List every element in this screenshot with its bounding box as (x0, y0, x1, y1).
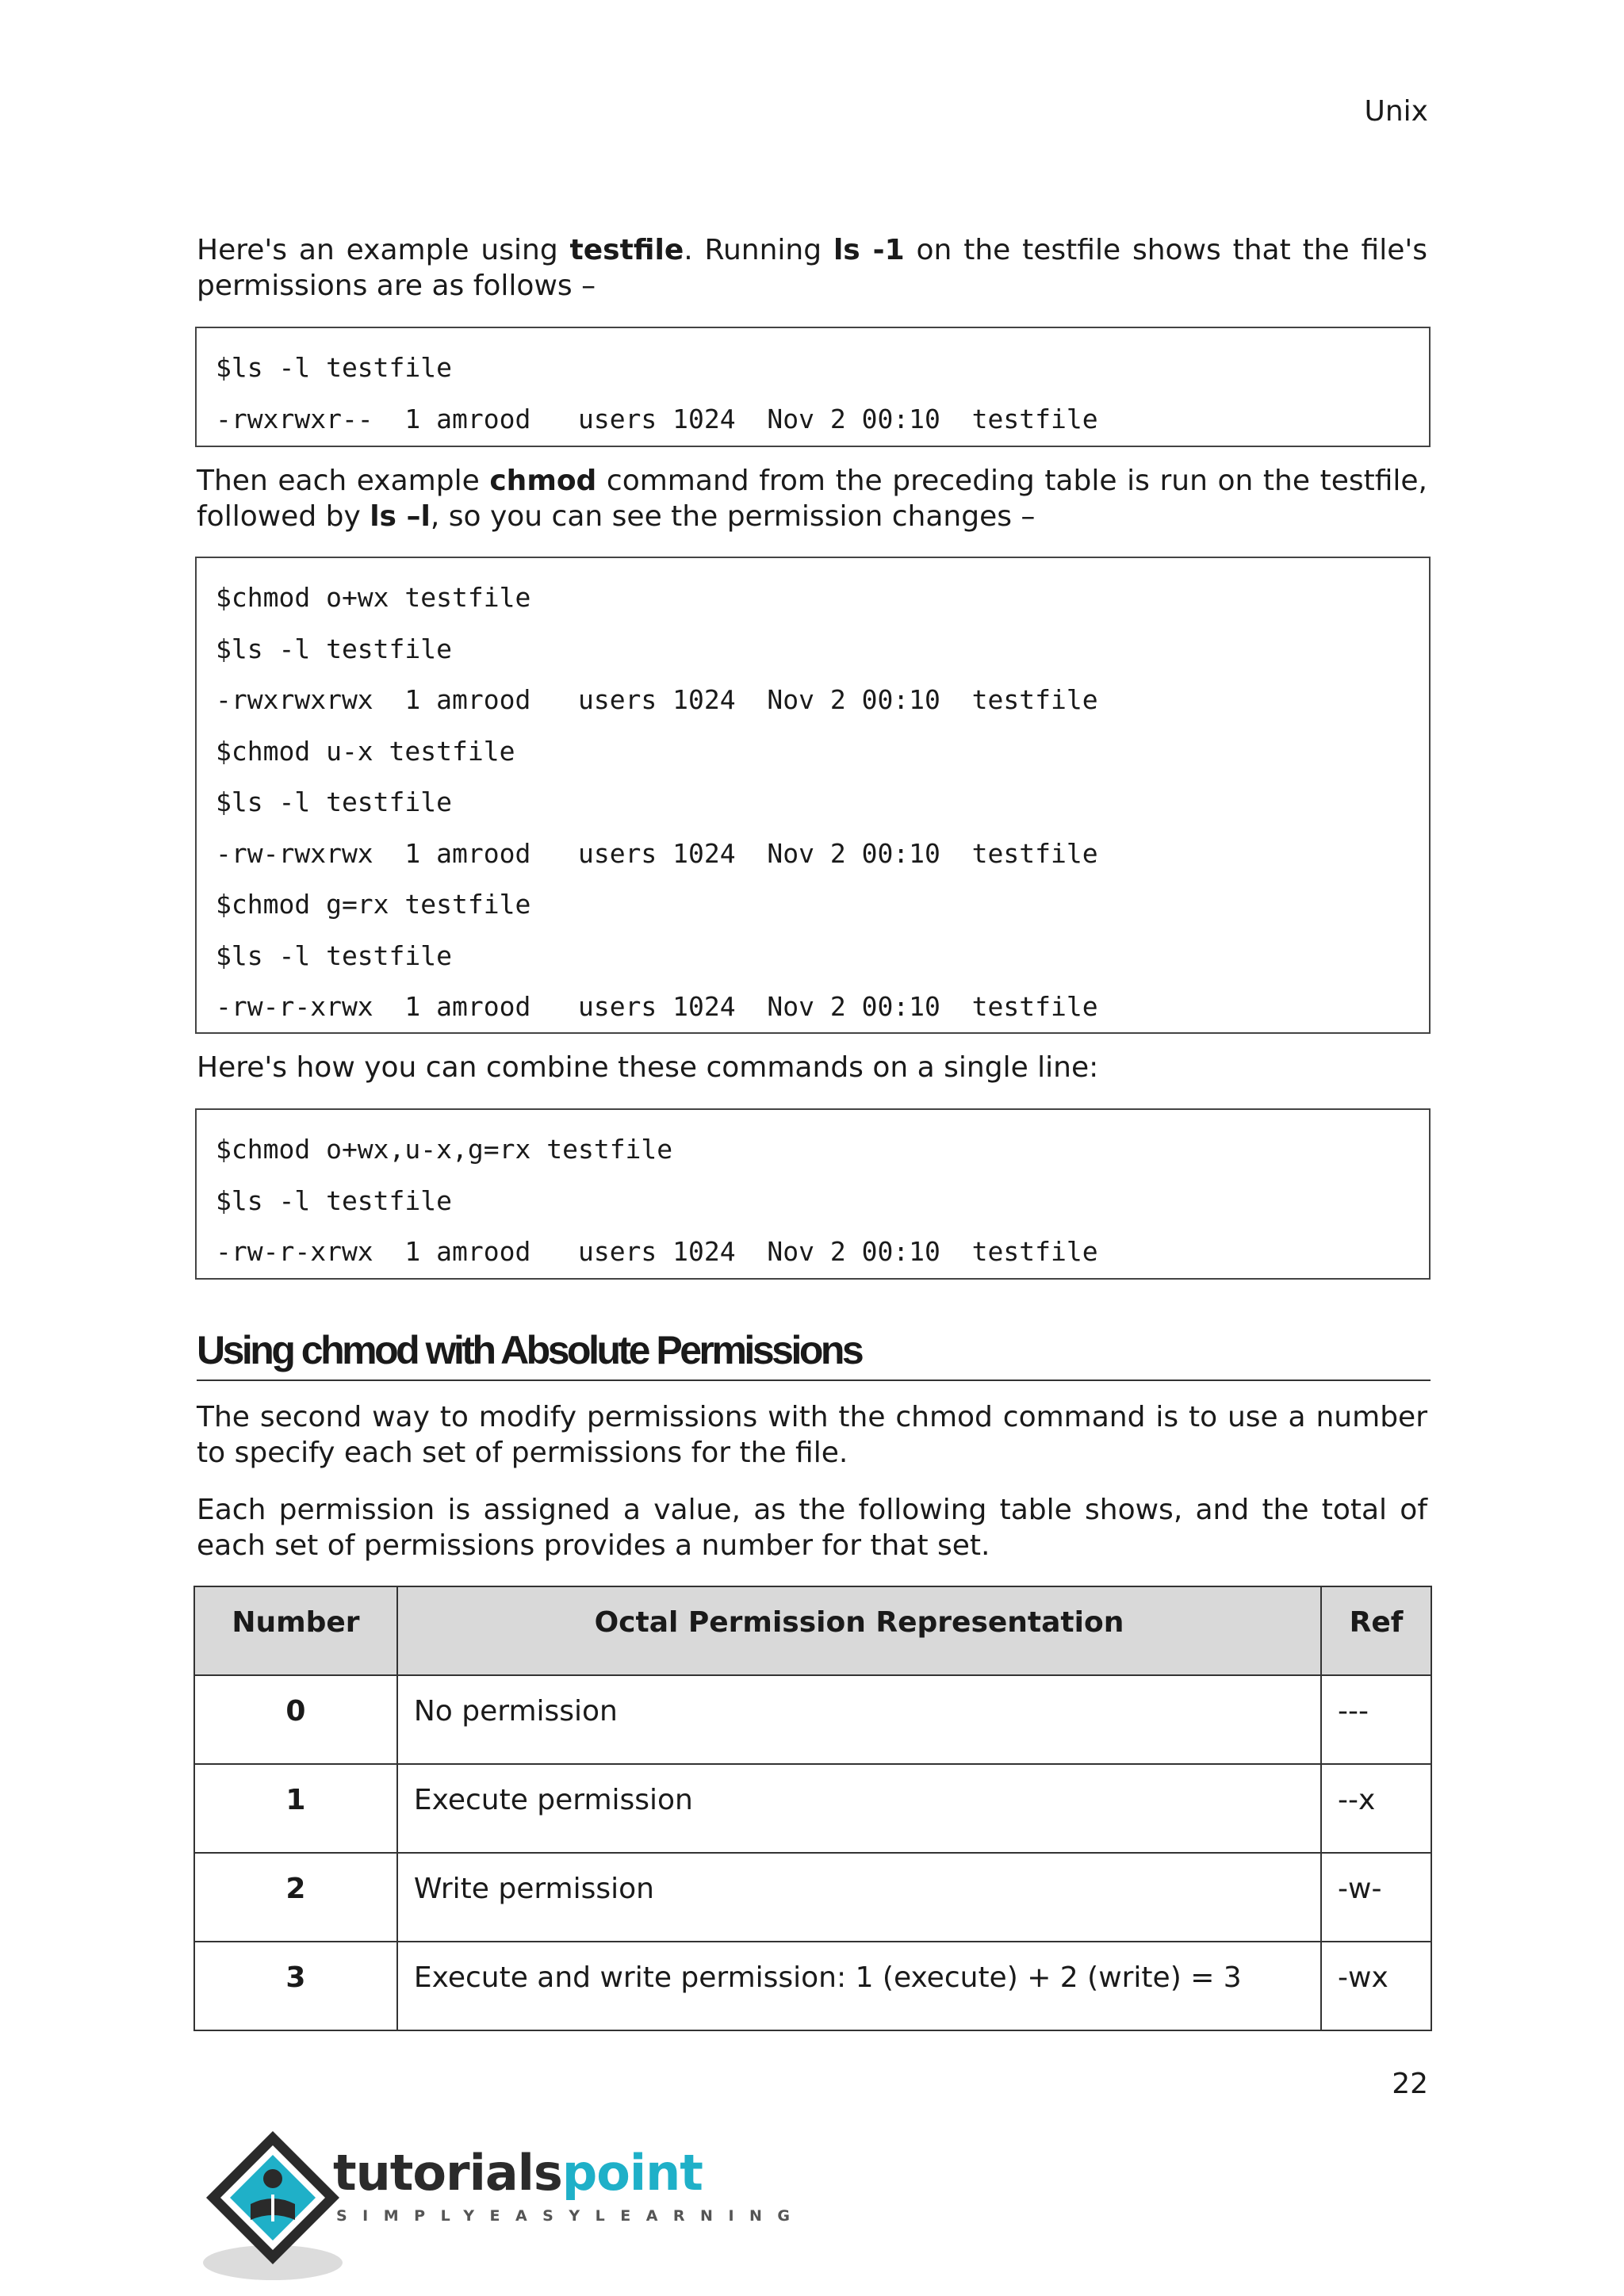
table-cell-ref: --x (1321, 1764, 1431, 1853)
table-cell-description: Execute permission (397, 1764, 1321, 1853)
logo-word-tutorials: tutorials (333, 2144, 562, 2202)
intro-text-1: Here's an example using (197, 234, 570, 266)
page-header-title: Unix (1364, 95, 1428, 128)
table-header-cell: Number (194, 1586, 397, 1675)
combine-paragraph: Here's how you can combine these commands on a single line: (197, 1051, 1099, 1084)
code-line: $ls -l testfile (216, 786, 453, 817)
table-cell-ref: --- (1321, 1675, 1431, 1764)
logo-wordmark (333, 2145, 703, 2201)
logo-emblem-icon (193, 2122, 352, 2296)
code-line: $chmod u-x testfile (216, 735, 515, 767)
then-text-2: command from the preceding table is run on the testfile, followed by (197, 465, 1427, 533)
code-line: -rwxrwxrwx 1 amrood users 1024 Nov 2 00:10 testfile (216, 684, 1098, 715)
tutorialspoint-logo (193, 2122, 806, 2296)
code-line: $ls -l testfile (216, 633, 453, 664)
table-cell-number: 0 (194, 1675, 397, 1764)
table-cell-number: 2 (194, 1853, 397, 1942)
code-block-combined (195, 1108, 1431, 1280)
code-line: $ls -l testfile (216, 939, 453, 971)
table-header-row (194, 1586, 1431, 1675)
table-cell-ref: -wx (1321, 1942, 1431, 2030)
page-number: 22 (1392, 2068, 1428, 2100)
table-row (194, 1853, 1431, 1942)
section-heading: Using chmod with Absolute Permissions (197, 1322, 1431, 1381)
then-bold-chmod: chmod (489, 465, 597, 497)
octal-permission-table (193, 1586, 1432, 2031)
intro-paragraph (197, 232, 1427, 304)
table-cell-number: 3 (194, 1942, 397, 2030)
code-block-chmod-examples (195, 557, 1431, 1034)
table-row (194, 1675, 1431, 1764)
intro-text-2: . Running (684, 234, 833, 266)
table-cell-description: Write permission (397, 1853, 1321, 1942)
table-cell-ref: -w- (1321, 1853, 1431, 1942)
code-line: $chmod o+wx,u-x,g=rx testfile (216, 1134, 673, 1165)
code-line: $chmod o+wx testfile (216, 582, 531, 613)
then-text-1: Then each example (197, 465, 490, 497)
logo-word-point: point (561, 2144, 703, 2202)
code-block-ls (195, 327, 1431, 447)
intro-bold-ls: ls -1 (833, 234, 905, 266)
table-header-cell: Octal Permission Representation (397, 1586, 1321, 1675)
then-paragraph (197, 463, 1427, 534)
code-line: -rw-rwxrwx 1 amrood users 1024 Nov 2 00:10 testfile (216, 837, 1098, 869)
code-line: -rw-r-xrwx 1 amrood users 1024 Nov 2 00:10 testfile (216, 991, 1098, 1022)
code-line: -rw-r-xrwx 1 amrood users 1024 Nov 2 00:10 testfile (216, 1236, 1098, 1267)
code-line: $ls -l testfile (216, 1184, 453, 1216)
intro-bold-testfile: testfile (569, 234, 684, 266)
then-bold-ls: ls –l (370, 500, 431, 533)
table-row (194, 1942, 1431, 2030)
logo-tagline: SIMPLYEASYLEARNING (336, 2207, 806, 2225)
table-cell-description: Execute and write permission: 1 (execute) + 2 (write) = 3 (397, 1942, 1321, 2030)
section-paragraph-2: Each permission is assigned a value, as the following table shows, and the total of each set of permissions provides a number for that set. (197, 1494, 1427, 1562)
section-paragraph-1: The second way to modify permissions with the chmod command is to use a number to specify each set of permissions for the file. (197, 1401, 1427, 1469)
table-cell-description: No permission (397, 1675, 1321, 1764)
code-line: -rwxrwxr-- 1 amrood users 1024 Nov 2 00:10 testfile (216, 403, 1098, 434)
code-line: $chmod g=rx testfile (216, 889, 531, 920)
table-cell-number: 1 (194, 1764, 397, 1853)
table-row (194, 1764, 1431, 1853)
code-line: $ls -l testfile (216, 352, 453, 383)
table-header-cell: Ref (1321, 1586, 1431, 1675)
then-text-3: , so you can see the permission changes – (430, 500, 1036, 533)
intro-text-3: on the testfile shows that the file's permissions are as follows – (197, 234, 1428, 302)
